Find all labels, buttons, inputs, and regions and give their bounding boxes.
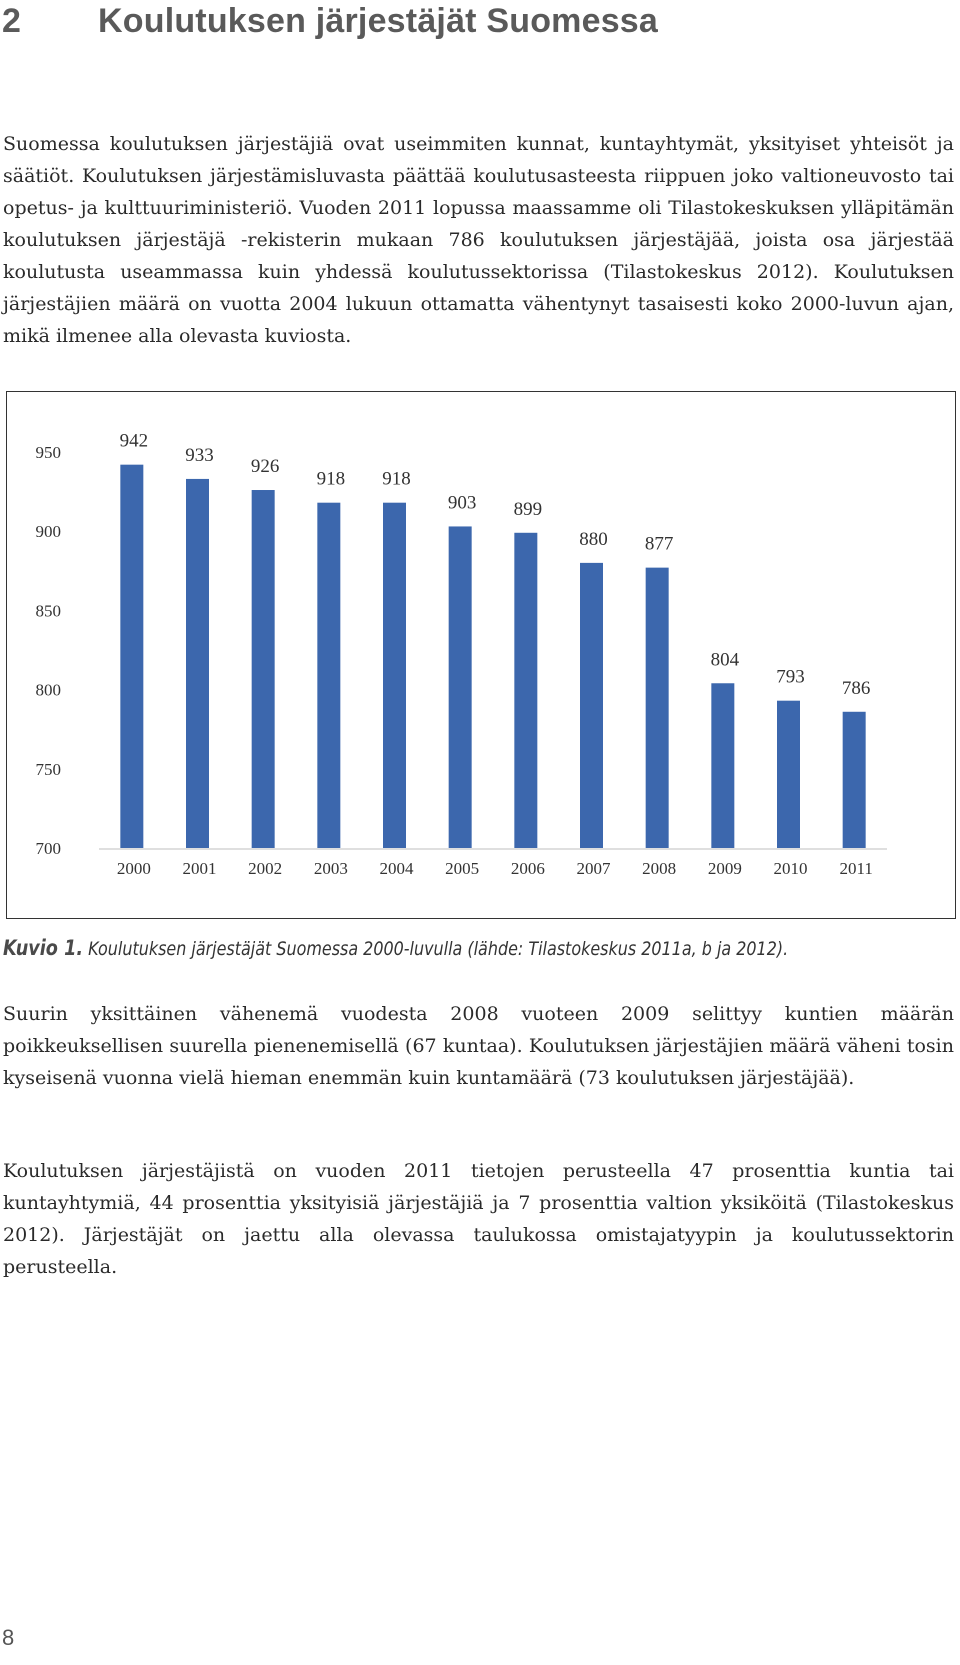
x-tick-label: 2011 — [839, 859, 873, 878]
section-title: Koulutuksen järjestäjät Suomessa — [98, 2, 659, 40]
bar-2007 — [580, 563, 603, 848]
data-label: 899 — [513, 498, 543, 520]
figure-caption — [3, 936, 801, 960]
x-tick-label: 2006 — [510, 859, 545, 878]
y-tick-label: 750 — [35, 759, 61, 779]
bar-chart — [6, 391, 956, 919]
chart-svg — [7, 392, 954, 917]
bar-2004 — [383, 503, 406, 848]
data-label: 918 — [316, 468, 346, 490]
x-tick-label: 2009 — [707, 859, 742, 878]
x-tick-label: 2002 — [248, 859, 283, 878]
x-tick-label: 2003 — [313, 859, 348, 878]
y-tick-label: 950 — [35, 443, 61, 462]
x-tick-label: 2008 — [642, 859, 677, 878]
data-label: 942 — [119, 430, 149, 452]
y-tick-label: 900 — [35, 522, 61, 542]
x-tick-label: 2000 — [116, 859, 151, 878]
x-tick-label: 2007 — [576, 859, 611, 878]
page-number: 8 — [2, 1625, 15, 1650]
bar-2002 — [252, 490, 275, 848]
section-number: 2 — [2, 2, 22, 40]
data-label: 918 — [382, 468, 411, 490]
x-tick-label: 2010 — [773, 859, 808, 878]
paragraph-distribution: Koulutuksen järjestäjistä on vuoden 2011 tietojen perusteella 47 prosenttia kuntia tai kuntayhtymiä, 44 prosenttia yksityisiä järjestäjiä ja 7 prosenttia valtion yksiköitä (Tilastokeskus 2012). Järjestäjät on jaettu alla olevassa taulukossa omistajatyypin ja koulutussektorin perusteella. — [3, 1160, 954, 1278]
data-label: 786 — [841, 677, 871, 699]
data-label: 903 — [447, 492, 477, 514]
data-label: 926 — [250, 456, 280, 478]
x-tick-label: 2001 — [182, 859, 217, 878]
bar-2001 — [186, 479, 209, 848]
bar-2008 — [646, 568, 669, 848]
data-label: 877 — [644, 533, 674, 555]
x-tick-label: 2004 — [379, 859, 414, 878]
x-tick-label: 2005 — [445, 859, 480, 878]
bar-2000 — [120, 465, 143, 848]
caption-label: Kuvio 1. — [3, 936, 84, 960]
bar-2009 — [711, 683, 734, 848]
data-label: 880 — [579, 528, 608, 550]
paragraph-decrease: Suurin yksittäinen vähenemä vuodesta 2008 vuoteen 2009 selittyy kuntien määrän poikkeuksellisen suurella pienenemisellä (67 kuntaa). Koulutuksen järjestäjien määrä väheni tosin kyseisenä vuonna vielä hieman enemmän kuin kuntamäärä (73 koulutuksen järjestäjää). — [3, 1003, 954, 1089]
bar-2010 — [777, 701, 800, 848]
data-label: 933 — [185, 444, 214, 466]
y-tick-label: 850 — [35, 601, 61, 621]
caption-text: Koulutuksen järjestäjät Suomessa 2000-luvulla (lähde: Tilastokeskus 2011a, b ja 2012). — [88, 938, 789, 960]
y-tick-label: 800 — [35, 680, 61, 700]
bar-2011 — [843, 712, 866, 848]
y-tick-label: 700 — [35, 839, 61, 858]
paragraph-intro: Suomessa koulutuksen järjestäjiä ovat useimmiten kunnat, kuntayhtymät, yksityiset yhteisöt ja säätiöt. Koulutuksen järjestämisluvasta päättää koulutusasteesta riippuen joko valtioneuvosto tai opetus- ja kulttuuriministeriö. Vuoden 2011 lopussa maassamme oli Tilastokeskuksen ylläpitämän koulutuksen järjestäjä -rekisterin mukaan 786 koulutuksen järjestäjää, joista osa järjestää koulutusta useammassa kuin yhdessä koulutussektorissa (Tilastokeskus 2012). Koulutuksen järjestäjien määrä on vuotta 2004 lukuun ottamatta vähentynyt tasaisesti koko 2000-luvun ajan, mikä ilmenee alla olevasta kuviosta. — [3, 133, 954, 347]
data-label: 793 — [776, 666, 805, 688]
bar-2003 — [317, 503, 340, 848]
section-heading — [2, 2, 658, 41]
bar-2006 — [514, 533, 537, 848]
bar-2005 — [449, 526, 472, 848]
data-label: 804 — [710, 649, 740, 671]
